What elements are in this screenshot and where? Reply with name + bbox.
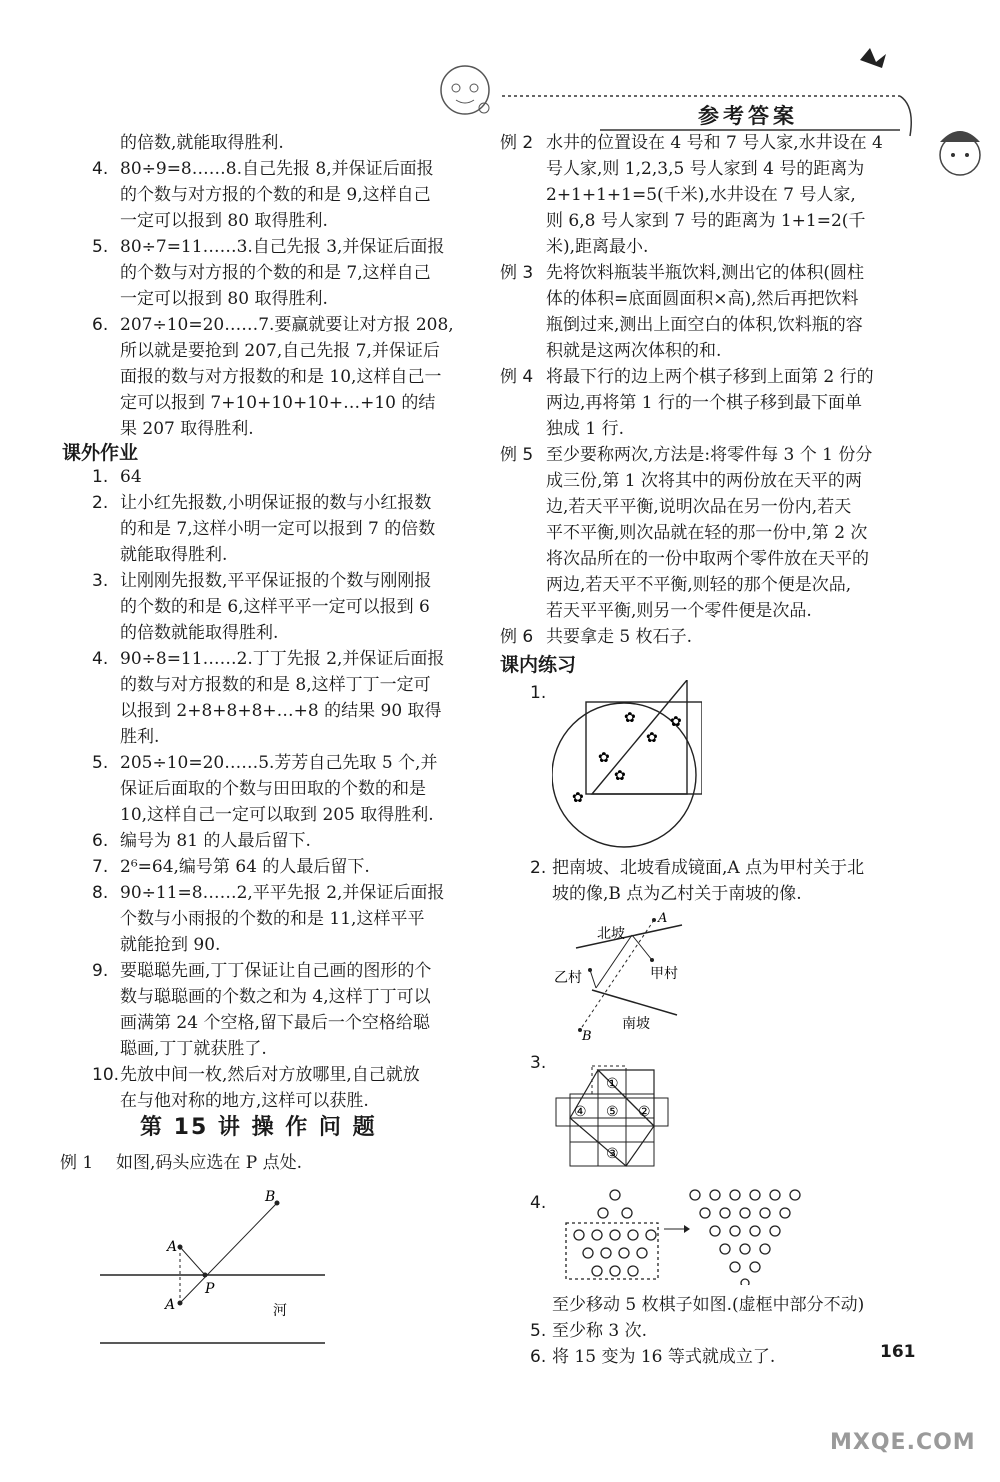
left-answer-line: 定可以报到 7+10+10+10+…+10 的结	[120, 393, 436, 413]
point-p	[203, 1273, 208, 1278]
left-answer-line: 的个数与对方报的个数的和是 9,这样自己	[120, 185, 431, 205]
example-line: 将最下行的边上两个棋子移到上面第 2 行的	[546, 367, 874, 387]
left-answer-line: 207÷10=20……7.要赢就要让对方报 208,	[120, 315, 454, 335]
homework-answer-number: 1.	[92, 467, 109, 487]
homework-answer-number: 2.	[92, 493, 109, 513]
homework-answer-line: 数与聪聪画的个数之和为 4,这样丁丁可以	[120, 987, 431, 1007]
homework-answer-line: 90÷11=8……2,平平先报 2,并保证后面报	[120, 883, 445, 903]
homework-answer-line: 的个数的和是 6,这样平平一定可以报到 6	[120, 597, 430, 617]
homework-answer-line: 让小红先报数,小明保证报的数与小红报数	[120, 493, 432, 513]
label-circle-4: ④	[574, 1104, 587, 1120]
label-north-slope: 北坡	[597, 926, 625, 942]
practice-2-number: 2.	[530, 858, 547, 878]
homework-answer-line: 的和是 7,这样小明一定可以报到 7 的倍数	[120, 519, 436, 539]
homework-answer-line: 的数与对方报数的和是 8,这样丁丁一定可	[120, 675, 431, 695]
header-title: 参考答案	[698, 104, 798, 128]
homework-answer-line: 2⁶=64,编号第 64 的人最后留下.	[120, 857, 370, 877]
example-line: 两边,若天平不平衡,则轻的那个便是次品,	[546, 575, 852, 595]
homework-answer-number: 5.	[92, 753, 109, 773]
south-slope-line	[592, 990, 677, 1015]
flower-icon: ✿	[572, 790, 584, 806]
example-line: 米),距离最小.	[546, 237, 649, 257]
example-line: 体的体积=底面圆面积×高),然后再把饮料	[546, 289, 859, 309]
example-line: 边,若天平平衡,说明次品在另一份内,若天	[546, 497, 852, 517]
homework-answer-line: 就能抢到 90.	[120, 935, 221, 955]
watermark-text: MXQE.COM	[830, 1430, 976, 1455]
page-number: 161	[880, 1342, 916, 1362]
label-a: A	[658, 911, 668, 926]
left-answer-number: 5.	[92, 237, 109, 257]
homework-answer-number: 3.	[92, 571, 109, 591]
figure-coin-rearrange	[560, 1185, 820, 1285]
practice-5-text: 至少称 3 次.	[552, 1321, 648, 1341]
figure-flower-shapes	[552, 680, 702, 850]
example-1-text: 如图,码头应选在 P 点处.	[116, 1153, 303, 1173]
section-title-homework: 课外作业	[62, 442, 139, 464]
example-line: 2+1+1+1=5(千米),水井设在 7 号人家,	[546, 185, 856, 205]
homework-answer-number: 8.	[92, 883, 109, 903]
label-circle-5: ⑤	[606, 1104, 619, 1120]
segment-a-p	[180, 1247, 205, 1275]
homework-answer-line: 画满第 24 个空格,留下最后一个空格给聪	[120, 1013, 430, 1033]
left-answer-number: 4.	[92, 159, 109, 179]
practice-1-number: 1.	[530, 683, 547, 703]
left-answer-line: 80÷7=11……3.自己先报 3,并保证后面报	[120, 237, 445, 257]
homework-answer-line: 编号为 81 的人最后留下.	[120, 831, 311, 851]
label-south-slope: 南坡	[622, 1016, 650, 1032]
label-circle-1: ①	[606, 1076, 619, 1092]
example-line: 号人家,则 1,2,3,5 号人家到 4 号的距离为	[546, 159, 865, 179]
butterfly-icon	[860, 48, 886, 68]
north-slope-line	[576, 925, 682, 948]
label-a-reflected: A	[165, 1297, 176, 1313]
example-number: 例 4	[500, 367, 534, 387]
left-answer-line: 果 207 取得胜利.	[120, 419, 254, 439]
flower-icon: ✿	[598, 750, 610, 766]
practice-3-number: 3.	[530, 1053, 547, 1073]
section-title-class-practice: 课内练习	[500, 654, 577, 676]
left-answer-line: 一定可以报到 80 取得胜利.	[120, 289, 328, 309]
label-b: B	[265, 1189, 276, 1205]
homework-answer-line: 保证后面取的个数与田田取的个数的和是	[120, 779, 426, 799]
example-number: 例 5	[500, 445, 534, 465]
homework-answer-line: 90÷8=11……2.丁丁先报 2,并保证后面报	[120, 649, 445, 669]
example-line: 水井的位置设在 4 号和 7 号人家,水井设在 4	[546, 133, 883, 153]
label-a: A	[167, 1239, 178, 1255]
homework-answer-line: 在与他对称的地方,这样可以获胜.	[120, 1091, 369, 1111]
example-line: 瓶倒过来,测出上面空白的体积,饮料瓶的容	[546, 315, 863, 335]
flower-icon: ✿	[624, 710, 636, 726]
homework-answer-line: 聪画,丁丁就获胜了.	[120, 1039, 267, 1059]
practice-4-text: 至少移动 5 枚棋子如图.(虚框中部分不动)	[552, 1295, 865, 1315]
segment-a-b	[180, 1203, 277, 1303]
example-number: 例 2	[500, 133, 534, 153]
practice-6-number: 6.	[530, 1347, 547, 1367]
figure-slopes-reflection	[552, 910, 692, 1040]
left-answer-line: 80÷9=8……8.自己先报 8,并保证后面报	[120, 159, 434, 179]
example-line: 至少要称两次,方法是:将零件每 3 个 1 份分	[546, 445, 873, 465]
example-line: 两边,再将第 1 行的一个棋子移到最下面单	[546, 393, 863, 413]
example-number: 例 3	[500, 263, 534, 283]
homework-answer-line: 就能取得胜利.	[120, 545, 228, 565]
homework-answer-line: 205÷10=20……5.芳芳自己先取 5 个,并	[120, 753, 438, 773]
example-number: 例 6	[500, 627, 534, 647]
practice-6-text: 将 15 变为 16 等式就成立了.	[552, 1347, 776, 1367]
cartoon-face-icon	[441, 66, 489, 114]
example-line: 成三份,第 1 次将其中的两份放在天平的两	[546, 471, 863, 491]
homework-answer-number: 10.	[92, 1065, 120, 1085]
flower-icon: ✿	[614, 768, 626, 784]
label-b: B	[582, 1029, 592, 1040]
practice-2-line-2: 坡的像,B 点为乙村关于南坡的像.	[552, 884, 802, 904]
homework-answer-line: 胜利.	[120, 727, 160, 747]
example-1-label: 例 1	[60, 1153, 94, 1173]
example-line: 先将饮料瓶装半瓶饮料,测出它的体积(圆柱	[546, 263, 865, 283]
flower-icon: ✿	[646, 730, 658, 746]
practice-2-line-1: 把南坡、北坡看成镜面,A 点为甲村关于北	[552, 858, 865, 878]
practice-4-number: 4.	[530, 1193, 547, 1213]
example-line: 将次品所在的一份中取两个零件放在天平的	[546, 549, 869, 569]
left-answer-number: 6.	[92, 315, 109, 335]
homework-answer-line: 先放中间一枚,然后对方放哪里,自己就放	[120, 1065, 420, 1085]
homework-answer-line: 的倍数就能取得胜利.	[120, 623, 279, 643]
left-top-line: 的倍数,就能取得胜利.	[120, 133, 284, 153]
label-circle-2: ②	[638, 1104, 651, 1120]
figure-river-dock	[95, 1185, 335, 1355]
flower-icon: ✿	[670, 714, 682, 730]
homework-answer-number: 4.	[92, 649, 109, 669]
practice-5-number: 5.	[530, 1321, 547, 1341]
label-jia-village: 甲村	[650, 966, 678, 982]
example-line: 平不平衡,则次品就在轻的那一份中,第 2 次	[546, 523, 868, 543]
left-answer-line: 面报的数与对方报数的和是 10,这样自己一	[120, 367, 442, 387]
triangle	[592, 680, 687, 794]
example-line: 独成 1 行.	[546, 419, 625, 439]
example-line: 共要拿走 5 枚石子.	[546, 627, 693, 647]
homework-answer-line: 让刚刚先报数,平平保证报的个数与刚刚报	[120, 571, 432, 591]
chapter-title: 第 15 讲 操 作 问 题	[140, 1115, 377, 1140]
ray-yi	[590, 970, 596, 988]
example-line: 则 6,8 号人家到 7 号的距离为 1+1=2(千	[546, 211, 866, 231]
left-answer-line: 的个数与对方报的个数的和是 7,这样自己	[120, 263, 431, 283]
point-a-reflected	[178, 1301, 183, 1306]
homework-answer-line: 64	[120, 467, 142, 487]
homework-answer-line: 10,这样自己一定可以取到 205 取得胜利.	[120, 805, 434, 825]
homework-answer-number: 9.	[92, 961, 109, 981]
label-yi-village: 乙村	[554, 970, 582, 986]
label-p: P	[205, 1281, 215, 1297]
left-answer-line: 所以就是要抢到 207,自己先报 7,并保证后	[120, 341, 440, 361]
homework-answer-number: 7.	[92, 857, 109, 877]
example-line: 积就是这两次体积的和.	[546, 341, 722, 361]
label-circle-3: ③	[606, 1146, 619, 1162]
example-line: 若天平平衡,则另一个零件便是次品.	[546, 601, 812, 621]
homework-answer-number: 6.	[92, 831, 109, 851]
figure-grid-squares	[550, 1060, 670, 1178]
homework-answer-line: 以报到 2+8+8+8+…+8 的结果 90 取得	[120, 701, 442, 721]
label-river: 河	[273, 1303, 287, 1319]
homework-answer-line: 要聪聪先画,丁丁保证让自己画的图形的个	[120, 961, 432, 981]
left-answer-line: 一定可以报到 80 取得胜利.	[120, 211, 328, 231]
point-a	[178, 1245, 183, 1250]
ray-jia	[632, 935, 652, 960]
homework-answer-line: 个数与小雨报的个数的和是 11,这样平平	[120, 909, 425, 929]
cartoon-girl-icon	[940, 131, 980, 175]
